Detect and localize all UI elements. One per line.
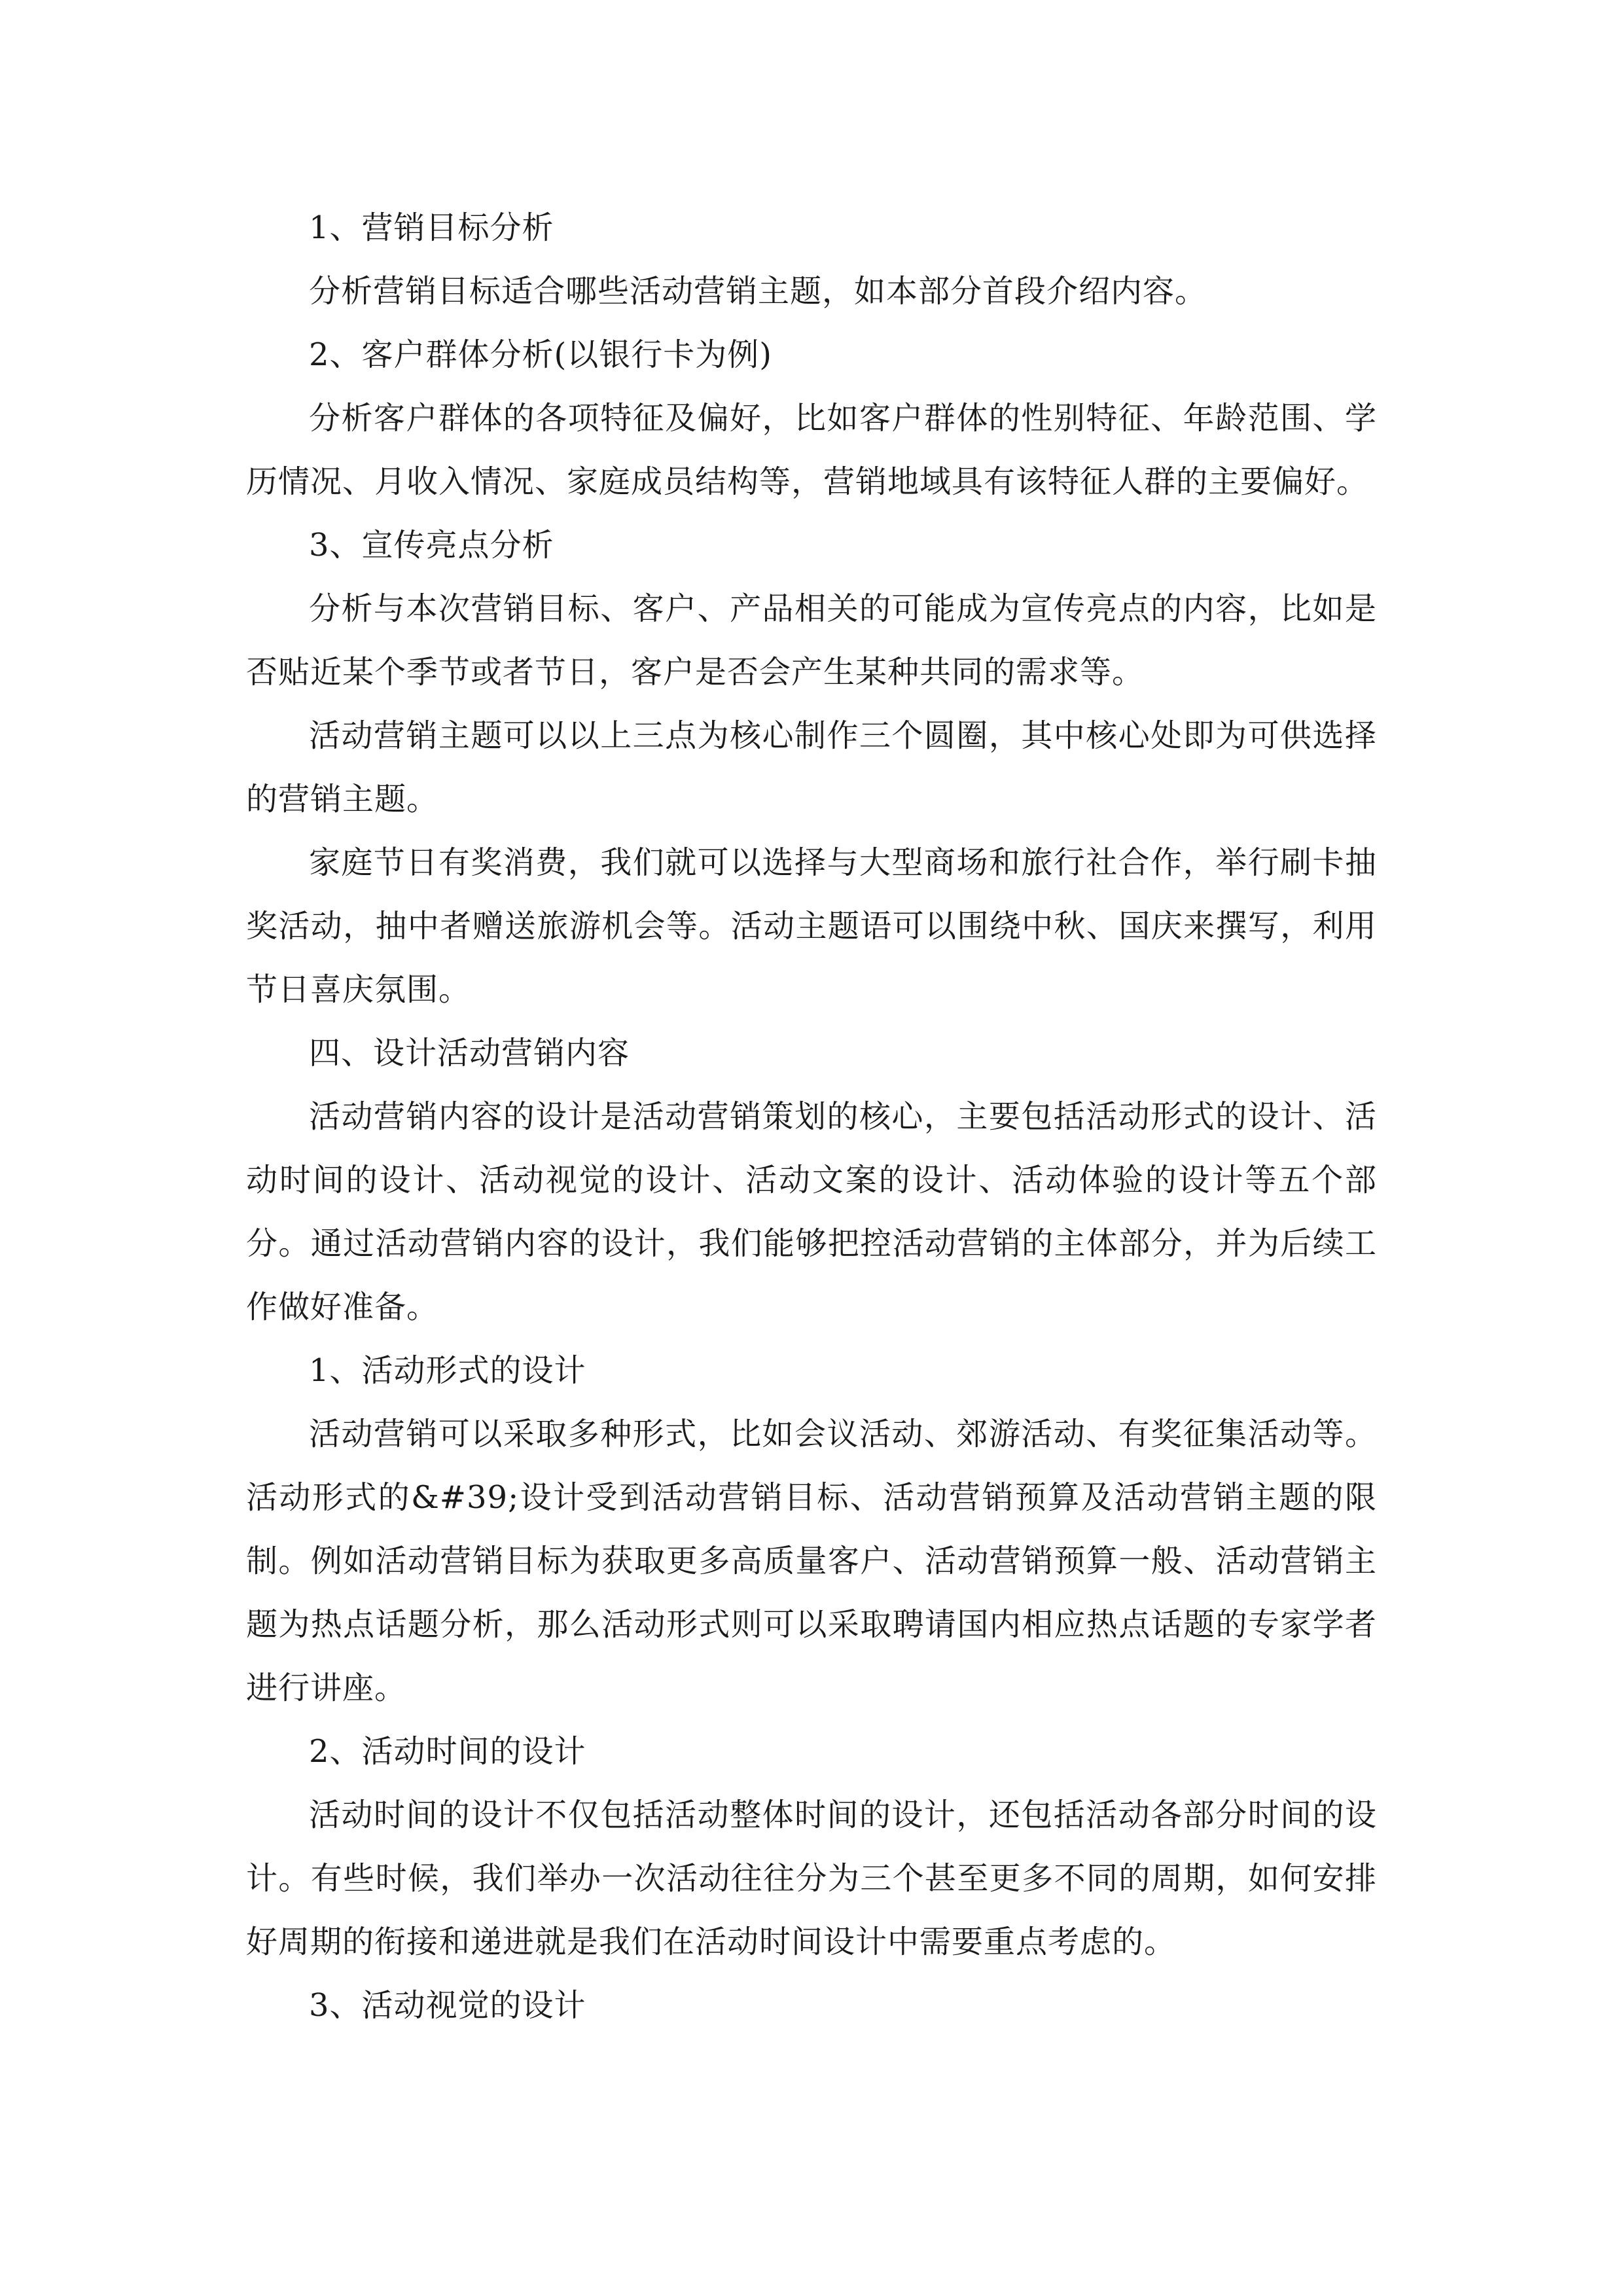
paragraph: 分析与本次营销目标、客户、产品相关的可能成为宣传亮点的内容，比如是否贴近某个季节或者节日，客户是否会产生某种共同的需求等。 xyxy=(246,590,1377,691)
heading-activity-visual-design: 3、活动视觉的设计 xyxy=(309,1987,586,2024)
paragraph: 分析客户群体的各项特征及偏好，比如客户群体的性别特征、年龄范围、学历情况、月收入情况、家庭成员结构等，营销地域具有该特征人群的主要偏好。 xyxy=(246,400,1377,500)
document-body xyxy=(246,196,1377,2037)
heading-highlight-analysis: 3、宣传亮点分析 xyxy=(309,527,554,564)
heading-marketing-goal-analysis: 1、营销目标分析 xyxy=(309,209,554,246)
paragraph: 活动营销主题可以以上三点为核心制作三个圆圈，其中核心处即为可供选择的营销主题。 xyxy=(246,717,1377,817)
heading-activity-time-design: 2、活动时间的设计 xyxy=(309,1733,586,1770)
paragraph: 活动营销可以采取多种形式，比如会议活动、郊游活动、有奖征集活动等。活动形式的&#39;设计受到活动营销目标、活动营销预算及活动营销主题的限制。例如活动营销目标为获取更多高质量客户、活动营销预算一般、活动营销主题为热点话题分析，那么活动形式则可以采取聘请国内相应热点话题的专家学者进行讲座。 xyxy=(246,1416,1377,1706)
paragraph: 分析营销目标适合哪些活动营销主题，如本部分首段介绍内容。 xyxy=(309,273,1207,310)
paragraph: 家庭节日有奖消费，我们就可以选择与大型商场和旅行社合作，举行刷卡抽奖活动，抽中者赠送旅游机会等。活动主题语可以围绕中秋、国庆来撰写，利用节日喜庆氛围。 xyxy=(246,844,1377,1008)
heading-customer-group-analysis: 2、客户群体分析(以银行卡为例) xyxy=(309,336,772,373)
paragraph: 活动时间的设计不仅包括活动整体时间的设计，还包括活动各部分时间的设计。有些时候，我们举办一次活动往往分为三个甚至更多不同的周期，如何安排好周期的衔接和递进就是我们在活动时间设计中需要重点考虑的。 xyxy=(246,1797,1377,1960)
section-heading-activity-content: 四、设计活动营销内容 xyxy=(309,1035,630,1071)
paragraph: 活动营销内容的设计是活动营销策划的核心，主要包括活动形式的设计、活动时间的设计、活动视觉的设计、活动文案的设计、活动体验的设计等五个部分。通过活动营销内容的设计，我们能够把控活动营销的主体部分，并为后续工作做好准备。 xyxy=(246,1098,1377,1325)
heading-activity-form-design: 1、活动形式的设计 xyxy=(309,1352,586,1389)
